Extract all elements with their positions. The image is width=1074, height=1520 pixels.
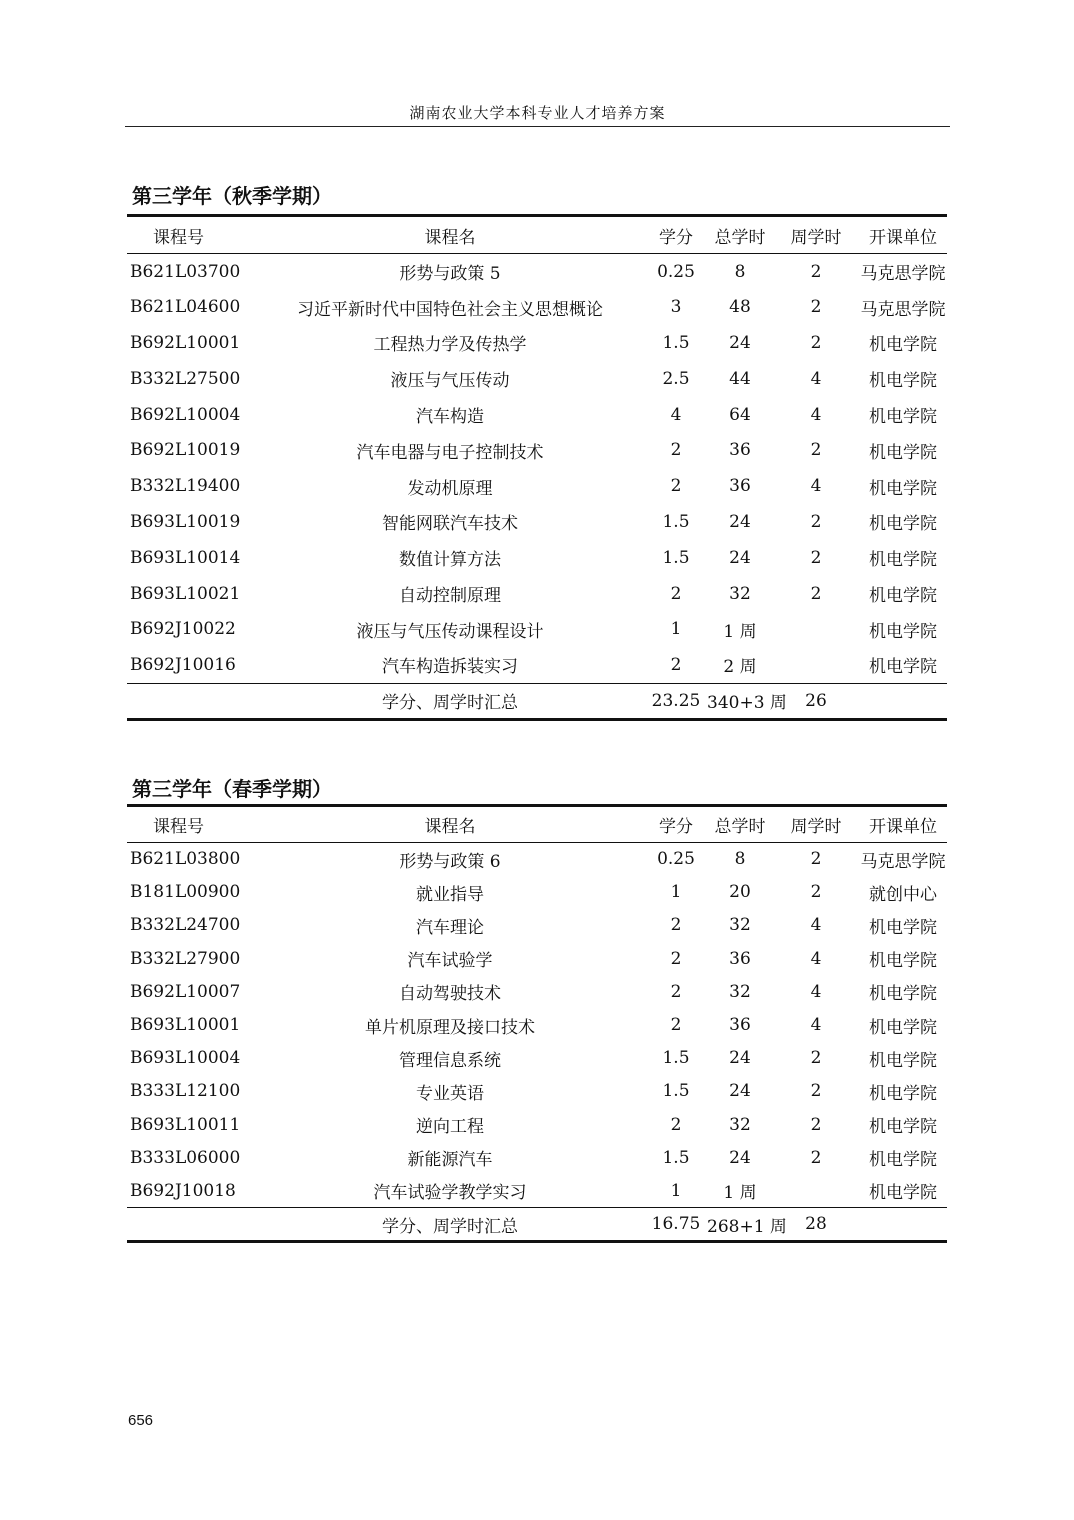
course-name: 汽车电器与电子控制技术 [356,442,544,463]
course-name: 形势与政策 5 [399,264,501,285]
summary-total-hours: 340+3 周 [707,693,787,714]
course-code: B621L04600 [130,297,241,318]
course-name: 汽车试验学教学实习 [373,1183,527,1204]
table-row [127,1008,947,1041]
department: 机电学院 [869,335,937,356]
course-code: B692L10007 [130,981,241,1002]
credits: 2 [670,1114,682,1135]
col-header-weekly-hours: 周学时 [790,227,842,248]
page-header: 湖南农业大学本科专业人才培养方案 [125,100,950,127]
weekly-hours: 2 [810,583,822,604]
credits: 1.5 [662,332,690,353]
total-hours: 24 [729,332,751,353]
total-hours: 24 [729,511,751,532]
department: 马克思学院 [860,299,946,320]
credits: 1 [670,882,682,903]
course-code: B693L10004 [130,1048,241,1069]
credits: 2 [670,583,682,604]
summary-weekly-hours: 28 [805,1214,827,1235]
col-header-weekly-hours: 周学时 [790,817,842,837]
col-header-total-hours: 总学时 [714,817,766,837]
department: 机电学院 [869,1117,937,1138]
credits: 2 [670,654,682,675]
course-code: B332L24700 [130,915,241,936]
course-code: B332L19400 [130,476,241,497]
summary-credits: 16.75 [651,1214,701,1235]
total-hours: 48 [729,297,751,318]
col-header-department: 开课单位 [869,227,937,248]
department: 机电学院 [869,514,937,535]
weekly-hours: 4 [810,915,822,936]
credits: 1.5 [662,1048,690,1069]
summary-row [127,683,947,719]
weekly-hours: 2 [810,1048,822,1069]
credits: 1.5 [662,547,690,568]
total-hours: 64 [729,404,751,425]
course-code: B693L10021 [130,583,241,604]
col-header-name: 课程名 [424,227,476,248]
credits: 1.5 [662,511,690,532]
table-row [127,325,947,361]
department: 机电学院 [869,407,937,428]
credits: 1 [670,1180,682,1201]
total-hours: 36 [729,476,751,497]
table-row [127,432,947,468]
table-row [127,576,947,612]
course-name: 自动驾驶技术 [399,984,501,1005]
course-code: B692J10016 [130,654,236,675]
total-hours: 24 [729,1081,751,1102]
department: 机电学院 [869,917,937,938]
total-hours: 1 周 [723,621,757,642]
course-name: 汽车理论 [416,917,484,938]
summary-label: 学分、周学时汇总 [382,693,518,714]
col-header-department: 开课单位 [869,817,937,837]
department: 机电学院 [869,1050,937,1071]
col-header-credits: 学分 [659,817,693,837]
course-code: B693L10019 [130,511,241,532]
table-row [127,942,947,975]
department: 机电学院 [869,951,937,972]
credits: 0.25 [657,849,695,870]
total-hours: 36 [729,948,751,969]
course-name: 逆向工程 [416,1117,484,1138]
credits: 1.5 [662,1147,690,1168]
credits: 2 [670,476,682,497]
weekly-hours [773,1174,859,1207]
total-hours: 8 [734,849,746,870]
course-name: 液压与气压传动 [390,371,510,392]
course-name: 新能源汽车 [407,1150,493,1171]
weekly-hours: 2 [810,547,822,568]
total-hours: 32 [729,1114,751,1135]
table-row [127,1108,947,1141]
course-name: 专业英语 [416,1083,484,1104]
department: 机电学院 [869,657,937,678]
weekly-hours: 2 [810,332,822,353]
weekly-hours: 4 [810,981,822,1002]
course-code: B181L00900 [130,882,241,903]
col-header-credits: 学分 [659,227,693,248]
department: 机电学院 [869,442,937,463]
total-hours: 36 [729,1015,751,1036]
table-header-row [127,216,947,254]
course-name: 自动控制原理 [399,586,501,607]
department: 机电学院 [869,1083,937,1104]
course-code: B692L10001 [130,332,241,353]
total-hours: 8 [734,261,746,282]
table-row [127,876,947,909]
table-row [127,1141,947,1174]
department: 机电学院 [869,371,937,392]
weekly-hours: 4 [810,404,822,425]
department: 机电学院 [869,621,937,642]
weekly-hours [773,611,859,647]
course-code: B332L27500 [130,368,241,389]
course-name: 发动机原理 [407,478,493,499]
total-hours: 20 [729,882,751,903]
table-row [127,540,947,576]
total-hours: 32 [729,583,751,604]
department: 机电学院 [869,1150,937,1171]
table-row [127,1174,947,1207]
course-name: 习近平新时代中国特色社会主义思想概论 [297,299,603,320]
credits: 2 [670,1015,682,1036]
course-name: 液压与气压传动课程设计 [356,621,544,642]
credits: 3 [670,297,682,318]
table-row [127,843,947,876]
course-name: 管理信息系统 [399,1050,501,1071]
course-name: 汽车构造拆装实习 [382,657,518,678]
credits: 4 [670,404,682,425]
table-row [127,909,947,942]
weekly-hours: 4 [810,368,822,389]
weekly-hours: 2 [810,440,822,461]
total-hours: 24 [729,1048,751,1069]
department: 机电学院 [869,478,937,499]
col-header-name: 课程名 [424,817,476,837]
table-row [127,1042,947,1075]
table-row [127,1075,947,1108]
course-code: B333L06000 [130,1147,241,1168]
table-header-row [127,806,947,843]
department: 机电学院 [869,984,937,1005]
col-header-code: 课程号 [153,227,204,248]
credits: 2 [670,948,682,969]
department: 机电学院 [869,1017,937,1038]
credits: 2 [670,440,682,461]
weekly-hours: 4 [810,476,822,497]
course-code: B692L10019 [130,440,241,461]
course-name: 汽车构造 [416,407,484,428]
department: 机电学院 [869,1183,937,1204]
course-name: 就业指导 [416,884,484,905]
table-row [127,975,947,1008]
department: 就创中心 [869,884,937,905]
credits: 2.5 [662,368,690,389]
total-hours: 32 [729,981,751,1002]
course-name: 汽车试验学 [407,951,493,972]
table-row [127,611,947,647]
credits: 2 [670,915,682,936]
total-hours: 32 [729,915,751,936]
course-code: B692J10018 [130,1180,236,1201]
total-hours: 36 [729,440,751,461]
course-code: B693L10001 [130,1015,241,1036]
weekly-hours [773,647,859,683]
weekly-hours: 2 [810,261,822,282]
credits: 1 [670,619,682,640]
department: 马克思学院 [860,851,946,872]
course-name: 工程热力学及传热学 [373,335,527,356]
course-code: B692J10022 [130,619,236,640]
table-row [127,397,947,433]
summary-credits: 23.25 [651,690,701,711]
credits: 1.5 [662,1081,690,1102]
total-hours: 1 周 [723,1183,757,1204]
table-row [127,361,947,397]
course-name: 单片机原理及接口技术 [365,1017,535,1038]
department: 机电学院 [869,586,937,607]
department: 马克思学院 [860,264,946,285]
weekly-hours: 4 [810,1015,822,1036]
course-name: 形势与政策 6 [399,851,501,872]
spring-course-table [127,804,947,1243]
course-code: B693L10014 [130,547,241,568]
table-row [127,504,947,540]
total-hours: 24 [729,547,751,568]
course-code: B332L27900 [130,948,241,969]
course-code: B621L03800 [130,849,241,870]
autumn-course-table [127,214,947,721]
weekly-hours: 4 [810,948,822,969]
total-hours: 44 [729,368,751,389]
credits: 2 [670,981,682,1002]
summary-total-hours: 268+1 周 [707,1216,787,1237]
summary-weekly-hours: 26 [805,690,827,711]
weekly-hours: 2 [810,511,822,532]
course-name: 智能网联汽车技术 [382,514,518,535]
course-name: 数值计算方法 [399,550,501,571]
summary-row [127,1208,947,1242]
table-row [127,468,947,504]
total-hours: 2 周 [723,657,757,678]
col-header-total-hours: 总学时 [714,227,766,248]
course-code: B333L12100 [130,1081,241,1102]
col-header-code: 课程号 [153,817,204,837]
weekly-hours: 2 [810,1114,822,1135]
autumn-section-title: 第三学年（秋季学期） [132,184,332,208]
table-row [127,289,947,325]
course-code: B621L03700 [130,261,241,282]
weekly-hours: 2 [810,849,822,870]
course-code: B692L10004 [130,404,241,425]
total-hours: 24 [729,1147,751,1168]
credits: 0.25 [657,261,695,282]
course-code: B693L10011 [130,1114,241,1135]
weekly-hours: 2 [810,1081,822,1102]
weekly-hours: 2 [810,1147,822,1168]
page-number: 656 [128,1412,154,1429]
summary-label: 学分、周学时汇总 [382,1216,518,1237]
table-row [127,647,947,683]
weekly-hours: 2 [810,882,822,903]
weekly-hours: 2 [810,297,822,318]
spring-section-title: 第三学年（春季学期） [132,777,332,801]
department: 机电学院 [869,550,937,571]
table-row [127,254,947,290]
